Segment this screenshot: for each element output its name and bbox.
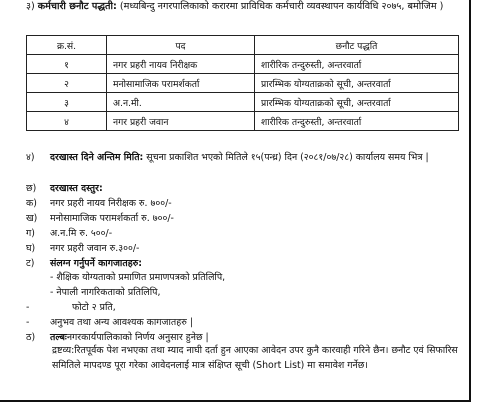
row-number: ३: [27, 93, 107, 112]
salary-label: तल्बः: [50, 332, 67, 343]
document-item: [26, 285, 160, 300]
row-number: १: [27, 55, 107, 74]
document-item-text: फोटो २ प्रति,: [72, 302, 116, 313]
selection-method: शारीरिक तन्दुरुस्ती, अन्तरवार्ता: [255, 55, 459, 74]
selection-method-heading: [26, 0, 472, 14]
fee-item-marker: ख): [26, 213, 38, 224]
deadline-text: सूचना प्रकाशित भएको मितिले १५(पन्ध्र) दिन (२०८१/०७/२८) कार्यालय समय भित्र |: [146, 152, 429, 163]
heading-label: कर्मचारी छनौट पद्धती:: [37, 1, 117, 12]
deadline-marker: ४): [26, 152, 35, 163]
fee-item: [26, 241, 139, 256]
selection-method: प्रारम्भिक योग्यताक्रको सूची, अन्तरवार्ता: [255, 74, 459, 93]
column-header: क्र.सं.: [27, 36, 107, 55]
deadline-section: [26, 150, 456, 165]
page-border-right: [469, 0, 471, 402]
documents-heading: [26, 256, 142, 271]
post-name: नगर प्रहरी नायव निरीक्षक: [107, 55, 255, 74]
table-row: [27, 93, 459, 112]
salary-marker: ठ): [26, 332, 36, 343]
document-item-marker: -: [26, 317, 30, 328]
document-item: [26, 315, 193, 330]
selection-table: [26, 35, 459, 131]
note-paragraph: द्रष्टव्य:रितपूर्वक पेश नभएका तथा म्याद नाघी दर्ता हुन आएका आवेदन उपर कुनै कारवाही गरिने छैन। छनौट एवं सिफारिस समितिले मापदण्ड पूरा गरेका आवेदनलाई मात्र संक्षिप्त सूची (Short List) मा समावेश गर्नेछ।: [52, 345, 458, 372]
fee-label: दरखास्त दस्तुर:: [50, 183, 103, 194]
fee-item-text: नगर प्रहरी जवान रु.३००/-: [50, 243, 140, 254]
selection-method: प्रारम्भिक योग्यताक्रको सूची, अन्तरवार्ता: [255, 93, 459, 112]
row-number: ४: [27, 112, 107, 131]
fee-item: [26, 226, 112, 241]
post-name: अ.न.मी.: [107, 93, 255, 112]
heading-number: ३): [26, 1, 35, 12]
fee-item-text: अ.न.मि रु. ५००/-: [50, 228, 113, 239]
fee-item: [26, 196, 172, 211]
fee-item-text: नगर प्रहरी नायव निरीक्षक रु. ७००/-: [50, 198, 172, 209]
fee-item-marker: ग): [26, 228, 35, 239]
documents-label: संलग्न गर्नुपर्ने कागजातहरु:: [50, 258, 143, 269]
table-row: [27, 74, 459, 93]
page-border-bottom: [0, 400, 471, 402]
document-item-text: अनुभव तथा अन्य आवश्यक कागजातहरु |: [50, 317, 193, 328]
column-header: पद: [107, 36, 255, 55]
fee-item-marker: घ): [26, 243, 36, 254]
fee-marker: छ): [26, 183, 37, 194]
document-item: [26, 300, 116, 315]
fee-heading: [26, 181, 103, 196]
document-item: [26, 270, 225, 285]
fee-item-text: मनोसामाजिक परामर्शकर्ता रु. ७००/-: [50, 213, 174, 224]
post-name: नगर प्रहरी जवान: [107, 112, 255, 131]
table-header-row: [27, 36, 459, 55]
post-name: मनोसामाजिक परामर्शकर्ता: [107, 74, 255, 93]
fee-item-marker: क): [26, 198, 37, 209]
documents-marker: ट): [26, 258, 35, 269]
heading-text: (मध्यबिन्दु नगरपालिकाको करारमा प्राविधिक कर्मचारी व्यवस्थापन कार्यविधि २०७५, बमोजिम ): [119, 1, 444, 12]
document-item-text: - नेपाली नागरिकताको प्रतिलिपि,: [50, 287, 161, 298]
salary-text: नगरकार्यपालिकाको निर्णय अनुसार हुनेछ |: [66, 332, 209, 343]
document-item-marker: -: [26, 302, 30, 313]
document-item-text: - शैक्षिक योग्यताको प्रमाणित प्रमाणपत्रको प्रतिलिपि,: [50, 272, 226, 283]
selection-method: शारीरिक तन्दुरुस्ती, अन्तरवार्ता: [255, 112, 459, 131]
row-number: २: [27, 74, 107, 93]
table-row: [27, 55, 459, 74]
column-header: छनौट पद्धति: [255, 36, 459, 55]
table-row: [27, 112, 459, 131]
fee-item: [26, 211, 174, 226]
deadline-label: दरखास्त दिने अन्तिम मिति:: [50, 152, 144, 163]
